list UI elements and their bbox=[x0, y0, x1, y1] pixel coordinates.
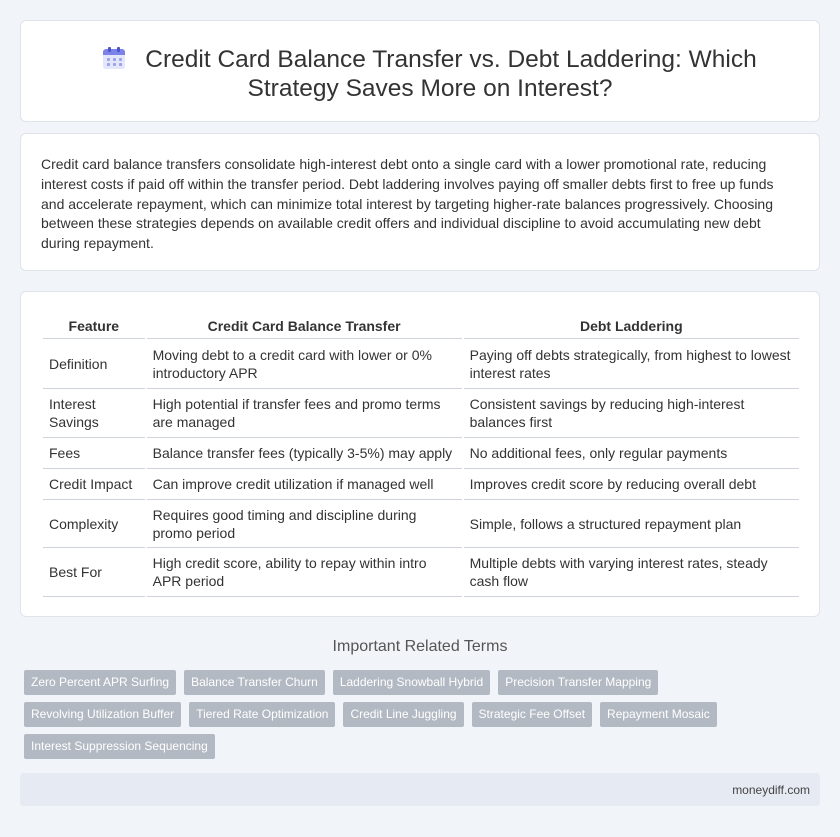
tag-credit-line-juggling[interactable]: Credit Line Juggling bbox=[343, 702, 463, 727]
feature-cell: Interest Savings bbox=[43, 389, 145, 438]
intro-paragraph: Credit card balance transfers consolidate high-interest debt onto a single card with a lower promotional rate, reducing interest costs if paid off within the transfer period. Debt laddering involves paying off smaller debts first to free up funds and accelerate repayment, which can minimize total interest by targeting higher-rate balances progressively. Choosing between these strategies depends on available credit offers and individual discipline to avoid accumulating new debt during repayment. bbox=[41, 156, 774, 252]
debt-laddering-cell: Multiple debts with varying interest rates, steady cash flow bbox=[464, 548, 799, 597]
header-feature: Feature bbox=[43, 314, 145, 339]
balance-transfer-cell: Moving debt to a credit card with lower or 0% introductory APR bbox=[147, 339, 462, 389]
debt-laddering-cell: No additional fees, only regular payments bbox=[464, 438, 799, 469]
footer bbox=[20, 773, 820, 806]
balance-transfer-cell: Balance transfer fees (typically 3-5%) may apply bbox=[147, 438, 462, 469]
tag-row bbox=[24, 734, 824, 759]
page-title-text: Credit Card Balance Transfer vs. Debt Laddering: Which Strategy Saves More on Interest? bbox=[145, 46, 757, 102]
table-header-row bbox=[43, 314, 799, 339]
feature-cell: Definition bbox=[43, 339, 145, 389]
tag-row bbox=[24, 702, 824, 727]
tag-revolving-utilization-buffer[interactable]: Revolving Utilization Buffer bbox=[24, 702, 181, 727]
title-card bbox=[20, 20, 820, 122]
related-terms-title: Important Related Terms bbox=[332, 638, 508, 655]
balance-transfer-cell: Can improve credit utilization if managed well bbox=[147, 469, 462, 500]
page-title bbox=[61, 45, 799, 103]
debt-laddering-cell: Paying off debts strategically, from highest to lowest interest rates bbox=[464, 339, 799, 389]
title-wrap bbox=[61, 45, 799, 103]
tag-strategic-fee-offset[interactable]: Strategic Fee Offset bbox=[472, 702, 593, 727]
table-row bbox=[43, 500, 799, 548]
debt-laddering-cell: Consistent savings by reducing high-interest balances first bbox=[464, 389, 799, 438]
header-debt-laddering: Debt Laddering bbox=[464, 314, 799, 339]
tag-laddering-snowball-hybrid[interactable]: Laddering Snowball Hybrid bbox=[333, 670, 490, 695]
tag-tiered-rate-optimization[interactable]: Tiered Rate Optimization bbox=[189, 702, 335, 727]
feature-cell: Complexity bbox=[43, 500, 145, 548]
calendar-icon bbox=[103, 47, 125, 69]
table-row bbox=[43, 339, 799, 389]
header-balance-transfer: Credit Card Balance Transfer bbox=[147, 314, 462, 339]
tag-interest-suppression-sequencing[interactable]: Interest Suppression Sequencing bbox=[24, 734, 215, 759]
footer-site-link[interactable]: moneydiff.com bbox=[732, 783, 810, 797]
feature-cell: Fees bbox=[43, 438, 145, 469]
intro-card bbox=[20, 133, 820, 271]
balance-transfer-cell: High credit score, ability to repay within intro APR period bbox=[147, 548, 462, 597]
table-row bbox=[43, 469, 799, 500]
feature-cell: Credit Impact bbox=[43, 469, 145, 500]
table-row bbox=[43, 438, 799, 469]
tag-repayment-mosaic[interactable]: Repayment Mosaic bbox=[600, 702, 717, 727]
tag-row bbox=[24, 670, 824, 695]
debt-laddering-cell: Improves credit score by reducing overall debt bbox=[464, 469, 799, 500]
balance-transfer-cell: Requires good timing and discipline during promo period bbox=[147, 500, 462, 548]
tag-zero-percent-apr-surfing[interactable]: Zero Percent APR Surfing bbox=[24, 670, 176, 695]
feature-cell: Best For bbox=[43, 548, 145, 597]
comparison-card bbox=[20, 291, 820, 617]
debt-laddering-cell: Simple, follows a structured repayment plan bbox=[464, 500, 799, 548]
comparison-table bbox=[41, 314, 801, 597]
table-row bbox=[43, 389, 799, 438]
table-row bbox=[43, 548, 799, 597]
balance-transfer-cell: High potential if transfer fees and promo terms are managed bbox=[147, 389, 462, 438]
tag-precision-transfer-mapping[interactable]: Precision Transfer Mapping bbox=[498, 670, 658, 695]
related-terms-tags bbox=[24, 670, 824, 766]
tag-balance-transfer-churn[interactable]: Balance Transfer Churn bbox=[184, 670, 325, 695]
